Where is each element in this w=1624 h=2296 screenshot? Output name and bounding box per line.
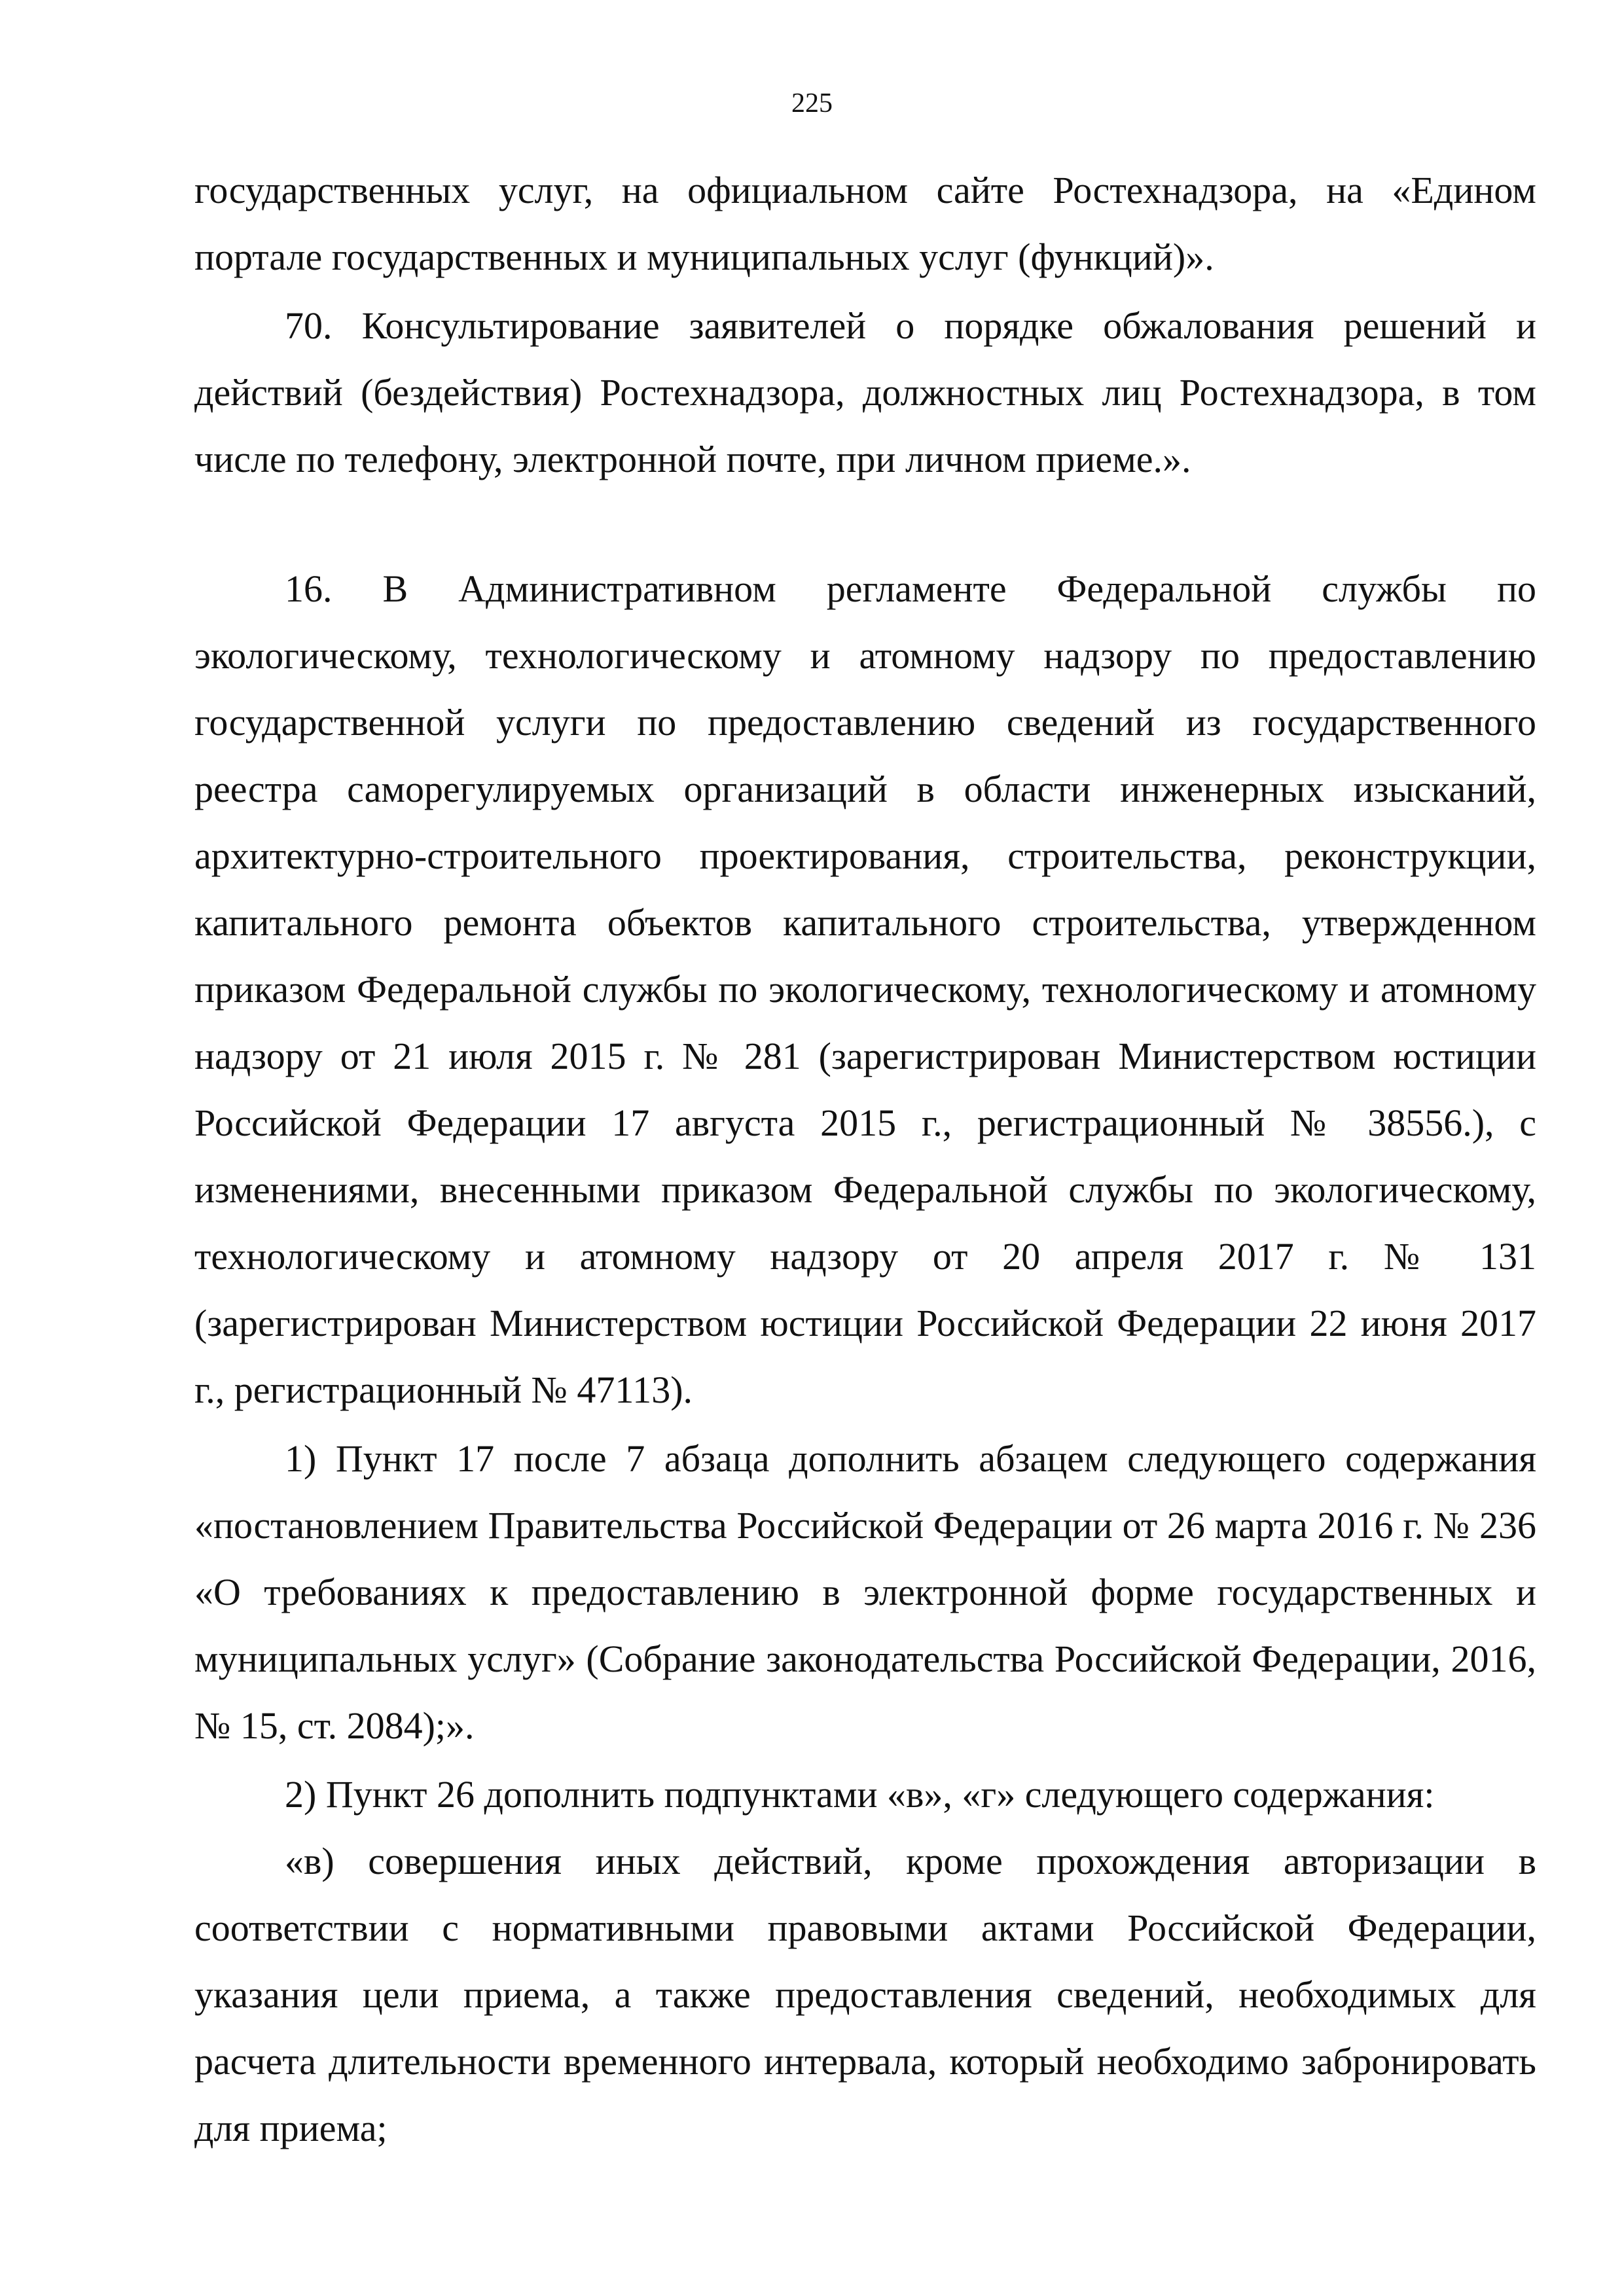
paragraph-continuation: государственных услуг, на официальном сайте Ростехнадзора, на «Едином портале государственных и муниципальных услуг (функций)». <box>194 169 1536 278</box>
paragraph-subitem-2: 2) Пункт 26 дополнить подпунктами «в», «г» следующего содержания: <box>285 1773 1435 1816</box>
paragraph-subitem-1: 1) Пункт 17 после 7 абзаца дополнить абзацем следующего содержания «постановлением Правительства Российской Федерации от 26 марта 2016 г. № 236 «О требованиях к предоставлению в электронной форме государственных и муниципальных услуг» (Собрание законодательства Российской Федерации, 2016, № 15, ст. 2084);». <box>194 1437 1536 1747</box>
paragraph-item-70: 70. Консультирование заявителей о порядке обжалования решений и действий (бездействия) Ростехнадзора, должностных лиц Ростехнадзора, в том числе по телефону, электронной почте, при личном приеме.». <box>194 304 1536 480</box>
paragraph-item-16: 16. В Административном регламенте Федеральной службы по экологическому, технологическому и атомному надзору по предоставлению государственной услуги по предоставлению сведений из государственного реестра саморегулируемых организаций в области инженерных изысканий, архитектурно-строительного проектирования, строительства, реконструкции, капитального ремонта объектов капитального строительства, утвержденном приказом Федеральной службы по экологическому, технологическому и атомному надзору от 21 июля 2015 г. № 281 (зарегистрирован Министерством юстиции Российской Федерации 17 августа 2015 г., регистрационный № 38556.), с изменениями, внесенными приказом Федеральной службы по экологическому, технологическому и атомному надзору от 20 апреля 2017 г. № 131 (зарегистрирован Министерством юстиции Российской Федерации 22 июня 2017 г., регистрационный № 47113). <box>194 567 1536 1411</box>
document-body <box>194 157 1536 2162</box>
paragraph-subitem-v: «в) совершения иных действий, кроме прохождения авторизации в соответствии с нормативными правовыми актами Российской Федерации, указания цели приема, а также предоставления сведений, необходимых для расчета длительности временного интервала, который необходимо забронировать для приема; <box>194 1840 1536 2149</box>
page-number: 225 <box>791 88 833 118</box>
